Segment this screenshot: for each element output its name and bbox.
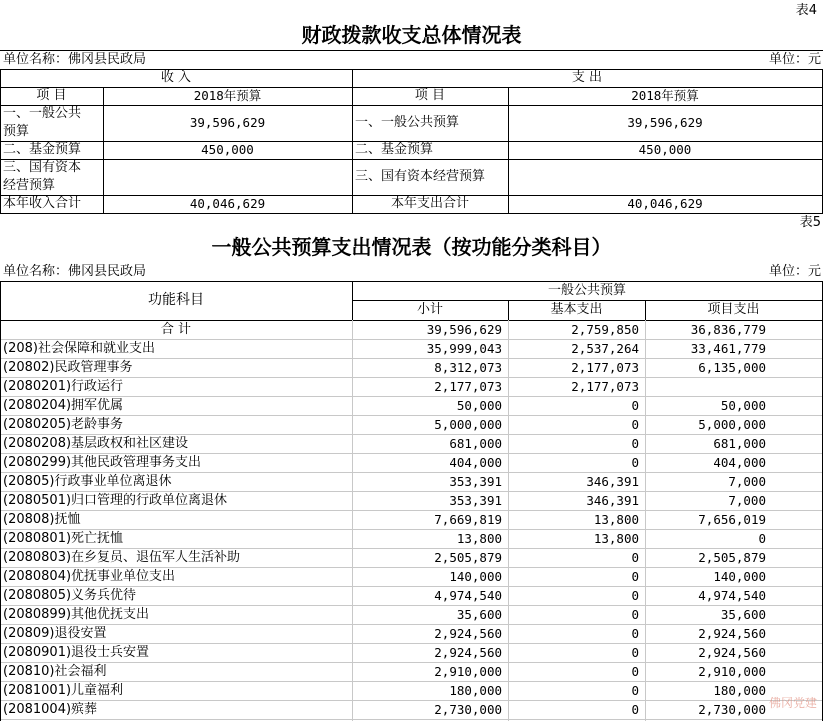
subtotal-cell: 13,800 [456,531,502,546]
income-item-label: 三、国有资本 [3,160,82,175]
subtotal-cell: 353,391 [449,474,502,489]
basic-cell: 2,177,073 [571,360,639,375]
subtotal-cell: 681,000 [449,436,502,451]
expense-value: 39,596,629 [627,115,703,130]
unit-label: 单位：元 [768,52,821,67]
subject-cell: (208)社会保障和就业支出 [3,341,155,356]
subject-cell: (2080804)优抚事业单位支出 [3,569,176,584]
income-item-label: 一、一般公共 [3,106,82,121]
subtotal-cell: 2,924,560 [434,645,502,660]
subject-cell: (2080201)行政运行 [3,379,124,394]
project-cell: 0 [758,531,766,546]
basic-cell: 346,391 [586,493,639,508]
project-cell: 7,000 [728,474,766,489]
subject-cell: (2080805)义务兵优待 [3,588,137,603]
table-tag: 表5 [799,215,821,230]
expense-item-header: 项 目 [414,88,446,103]
income-total-value: 40,046,629 [189,196,266,211]
table-title: 一般公共预算支出情况表（按功能分类科目） [211,235,612,259]
unit-label: 单位：元 [768,264,821,279]
subtotal-cell: 2,910,000 [434,664,502,679]
subtotal-cell: 35,999,043 [426,341,502,356]
income-budget-header: 2018年预算 [193,88,262,103]
income-header: 收 入 [160,70,192,85]
project-cell: 50,000 [720,398,766,413]
subject-cell: (20810)社会福利 [3,664,107,679]
basic-cell: 0 [631,607,639,622]
subtotal-cell: 7,669,819 [434,512,502,527]
basic-cell: 0 [631,417,639,432]
subtotal-cell: 404,000 [449,455,502,470]
table-title: 财政拨款收支总体情况表 [301,23,522,47]
project-cell: 6,135,000 [698,360,766,375]
subject-cell: (2080205)老龄事务 [3,417,124,432]
project-cell: 2,730,000 [698,702,766,717]
income-total-label: 本年收入合计 [3,196,82,211]
income-item-label: 经营预算 [3,178,56,193]
basic-cell: 2,537,264 [571,341,639,356]
subject-cell: (2080801)死亡抚恤 [3,531,124,546]
subtotal-cell: 353,391 [449,493,502,508]
subtotal-cell: 2,505,879 [434,550,502,565]
basic-cell: 13,800 [593,531,639,546]
subject-cell: (2080299)其他民政管理事务支出 [3,455,202,470]
basic-cell: 0 [631,569,639,584]
subtotal-cell: 8,312,073 [434,360,502,375]
expense-header: 支 出 [571,70,603,85]
income-value: 39,596,629 [189,115,266,130]
subject-cell: (2080501)归口管理的行政单位离退休 [3,493,228,508]
expense-item-label: 二、基金预算 [355,142,434,157]
subtotal-cell: 140,000 [449,569,502,584]
income-item-label: 预算 [3,124,30,139]
subtotal-header: 小计 [416,302,443,317]
project-cell: 681,000 [713,436,766,451]
subject-cell: (20808)抚恤 [3,512,81,527]
basic-cell: 0 [631,702,639,717]
subtotal-cell: 35,600 [456,607,502,622]
subject-cell: (2080208)基层政权和社区建设 [3,436,189,451]
subtotal-cell: 2,177,073 [434,379,502,394]
project-cell [645,377,822,396]
expense-value: 450,000 [638,142,692,157]
basic-cell: 0 [631,683,639,698]
basic-cell: 13,800 [593,512,639,527]
basic-cell: 0 [631,626,639,641]
basic-cell: 0 [631,645,639,660]
basic-cell: 0 [631,398,639,413]
basic-cell: 2,177,073 [571,379,639,394]
project-cell: 180,000 [713,683,766,698]
income-item-header: 项 目 [36,88,67,103]
project-cell: 5,000,000 [698,417,766,432]
subject-cell: (2080901)退役士兵安置 [3,645,150,660]
project-cell: 33,461,779 [690,341,766,356]
total-basic-cell: 2,759,850 [571,322,639,337]
project-cell: 2,924,560 [698,626,766,641]
project-cell: 7,000 [728,493,766,508]
subtotal-cell: 2,730,000 [434,702,502,717]
subject-header: 功能科目 [148,292,204,308]
basic-header: 基本支出 [550,302,603,317]
project-header: 项目支出 [707,302,760,317]
total-subject-cell: 合 计 [160,322,192,337]
unit-name: 单位名称：佛冈县民政局 [3,264,147,279]
total-project-cell: 36,836,779 [690,322,766,337]
subject-cell: (2080204)拥军优属 [3,398,124,413]
expense-budget-header: 2018年预算 [631,88,699,103]
project-cell: 4,974,540 [698,588,766,603]
project-cell: 7,656,019 [698,512,766,527]
project-cell: 404,000 [713,455,766,470]
subtotal-cell: 2,924,560 [434,626,502,641]
subtotal-cell: 180,000 [449,683,502,698]
subject-cell: (20802)民政管理事务 [3,360,133,375]
basic-cell: 0 [631,436,639,451]
income-value: 450,000 [201,142,254,157]
basic-cell: 0 [631,455,639,470]
subject-cell: (2081001)儿童福利 [3,683,124,698]
subtotal-cell: 5,000,000 [434,417,502,432]
expense-total-value: 40,046,629 [627,196,703,211]
project-cell: 35,600 [720,607,766,622]
group-header: 一般公共预算 [547,283,626,298]
basic-cell: 346,391 [586,474,639,489]
subject-cell: (2080803)在乡复员、退伍军人生活补助 [3,550,241,565]
project-cell: 2,910,000 [698,664,766,679]
subject-cell: (2080899)其他优抚支出 [3,607,150,622]
project-cell: 2,924,560 [698,645,766,660]
subject-cell: (20805)行政事业单位离退休 [3,474,172,489]
expense-item-label: 三、国有资本经营预算 [355,169,486,184]
watermark-logo: 佛冈党建 [768,696,817,710]
basic-cell: 0 [631,550,639,565]
income-item-label: 二、基金预算 [3,142,82,157]
expense-total-label: 本年支出合计 [390,196,469,211]
total-subtotal-cell: 39,596,629 [426,322,502,337]
basic-cell: 0 [631,588,639,603]
project-cell: 140,000 [713,569,766,584]
unit-name: 单位名称：佛冈县民政局 [3,52,147,67]
expense-item-label: 一、一般公共预算 [355,115,460,130]
table-tag: 表4 [795,3,817,18]
subtotal-cell: 4,974,540 [434,588,502,603]
subtotal-cell: 50,000 [456,398,502,413]
subject-cell: (2081004)殡葬 [3,702,98,717]
subject-cell: (20809)退役安置 [3,626,107,641]
basic-cell: 0 [631,664,639,679]
project-cell: 2,505,879 [698,550,766,565]
